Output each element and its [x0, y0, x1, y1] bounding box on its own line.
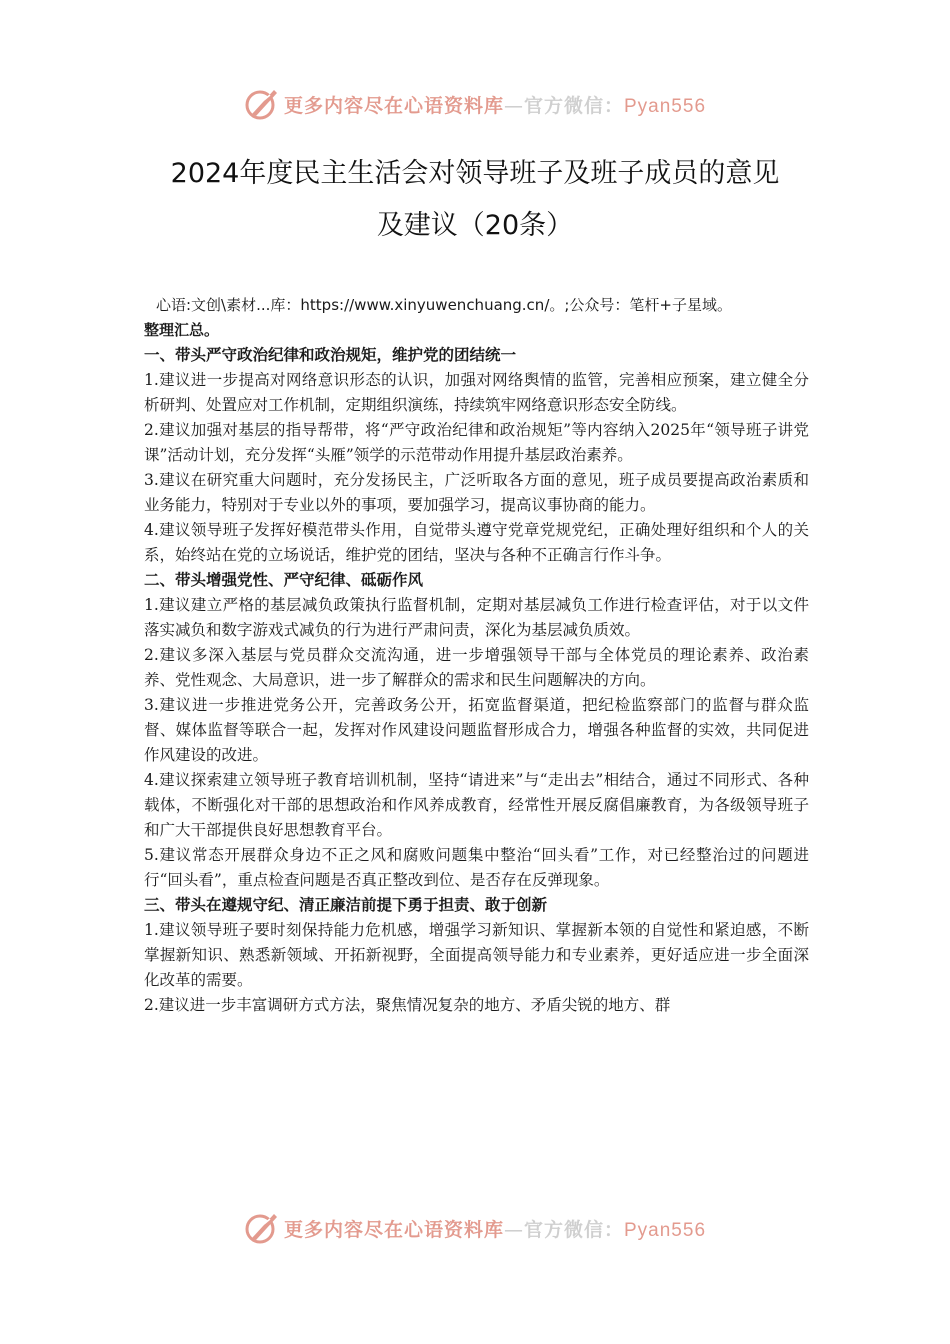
watermark-main: 更多内容尽在心语资料库	[283, 94, 504, 117]
watermark-id: Pyan556	[624, 1219, 707, 1241]
suggestion-item: 2.建议加强对基层的指导帮带，将“严守政治纪律和政治规矩”等内容纳入2025年“领导班子讲党课”活动计划，充分发挥“头雁”领学的示范带动作用提升基层政治素养。	[144, 421, 809, 464]
suggestion-item: 3.建议在研究重大问题时，充分发扬民主，广泛听取各方面的意见，班子成员要提高政治素质和业务能力，特别对于专业以外的事项，要加强学习，提高议事协商的能力。	[144, 471, 809, 514]
suggestion-item: 4.建议领导班子发挥好模范带头作用，自觉带头遵守党章党规党纪，正确处理好组织和个人的关系，始终站在党的立场说话，维护党的团结，坚决与各种不正确言行作斗争。	[144, 521, 809, 564]
watermark-text	[284, 1215, 706, 1242]
quill-logo-icon	[244, 1210, 280, 1246]
section-heading-2: 二、带头增强党性、严守纪律、砥砺作风	[144, 571, 424, 589]
source-line: 心语:文创\素材...库：https://www.xinyuwenchuang.cn/。;公众号：笔杆+子星域。	[156, 296, 732, 314]
suggestion-item: 2.建议多深入基层与党员群众交流沟通，进一步增强领导干部与全体党员的理论素养、政治素养、党性观念、大局意识，进一步了解群众的需求和民生问题解决的方向。	[144, 646, 809, 689]
watermark-footer	[0, 1206, 950, 1250]
quill-logo-icon	[244, 86, 280, 122]
suggestion-item: 1.建议建立严格的基层减负政策执行监督机制，定期对基层减负工作进行检查评估，对于以文件落实减负和数字游戏式减负的行为进行严肃问责，深化为基层减负质效。	[144, 596, 809, 639]
page-title	[0, 148, 950, 252]
watermark-separator: —	[503, 1218, 524, 1241]
suggestion-item: 2.建议进一步丰富调研方式方法，聚焦情况复杂的地方、矛盾尖锐的地方、群	[144, 996, 671, 1014]
suggestion-item: 3.建议进一步推进党务公开，完善政务公开，拓宽监督渠道，把纪检监察部门的监督与群众监督、媒体监督等联合一起，发挥对作风建设问题监督形成合力，增强各种监督的实效，共同促进作风建设的改进。	[144, 696, 809, 764]
title-line-1: 2024年度民主生活会对领导班子及班子成员的意见	[170, 158, 780, 189]
watermark-text	[284, 91, 706, 118]
watermark-id: Pyan556	[624, 95, 707, 117]
watermark-main: 更多内容尽在心语资料库	[283, 1218, 504, 1241]
section-heading-3: 三、带头在遵规守纪、清正廉洁前提下勇于担责、敢于创新	[144, 896, 548, 914]
suggestion-item: 1.建议领导班子要时刻保持能力危机感，增强学习新知识、掌握新本领的自觉性和紧迫感，不断掌握新知识、熟悉新领域、开拓新视野，全面提高领导能力和专业素养，更好适应进一步全面深化改革的需要。	[144, 921, 809, 989]
document-body	[144, 293, 809, 1018]
watermark-sub: 官方微信：	[523, 1218, 624, 1241]
suggestion-item: 5.建议常态开展群众身边不正之风和腐败问题集中整治“回头看”工作，对已经整治过的问题进行“回头看”，重点检查问题是否真正整改到位、是否存在反弹现象。	[144, 846, 809, 889]
suggestion-item: 4.建议探索建立领导班子教育培训机制，坚持“请进来”与“走出去”相结合，通过不同形式、各种载体，不断强化对干部的思想政治和作风养成教育，经常性开展反腐倡廉教育，为各级领导班子和广大干部提供良好思想教育平台。	[144, 771, 809, 839]
suggestion-item: 1.建议进一步提高对网络意识形态的认识，加强对网络舆情的监管，完善相应预案，建立健全分析研判、处置应对工作机制，定期组织演练，持续筑牢网络意识形态安全防线。	[144, 371, 809, 414]
source-tail: 整理汇总。	[144, 321, 220, 339]
watermark-header	[0, 82, 950, 126]
watermark-separator: —	[503, 94, 524, 117]
section-heading-1: 一、带头严守政治纪律和政治规矩，维护党的团结统一	[144, 346, 517, 364]
title-line-2: 及建议（20条）	[376, 210, 574, 241]
watermark-sub: 官方微信：	[523, 94, 624, 117]
